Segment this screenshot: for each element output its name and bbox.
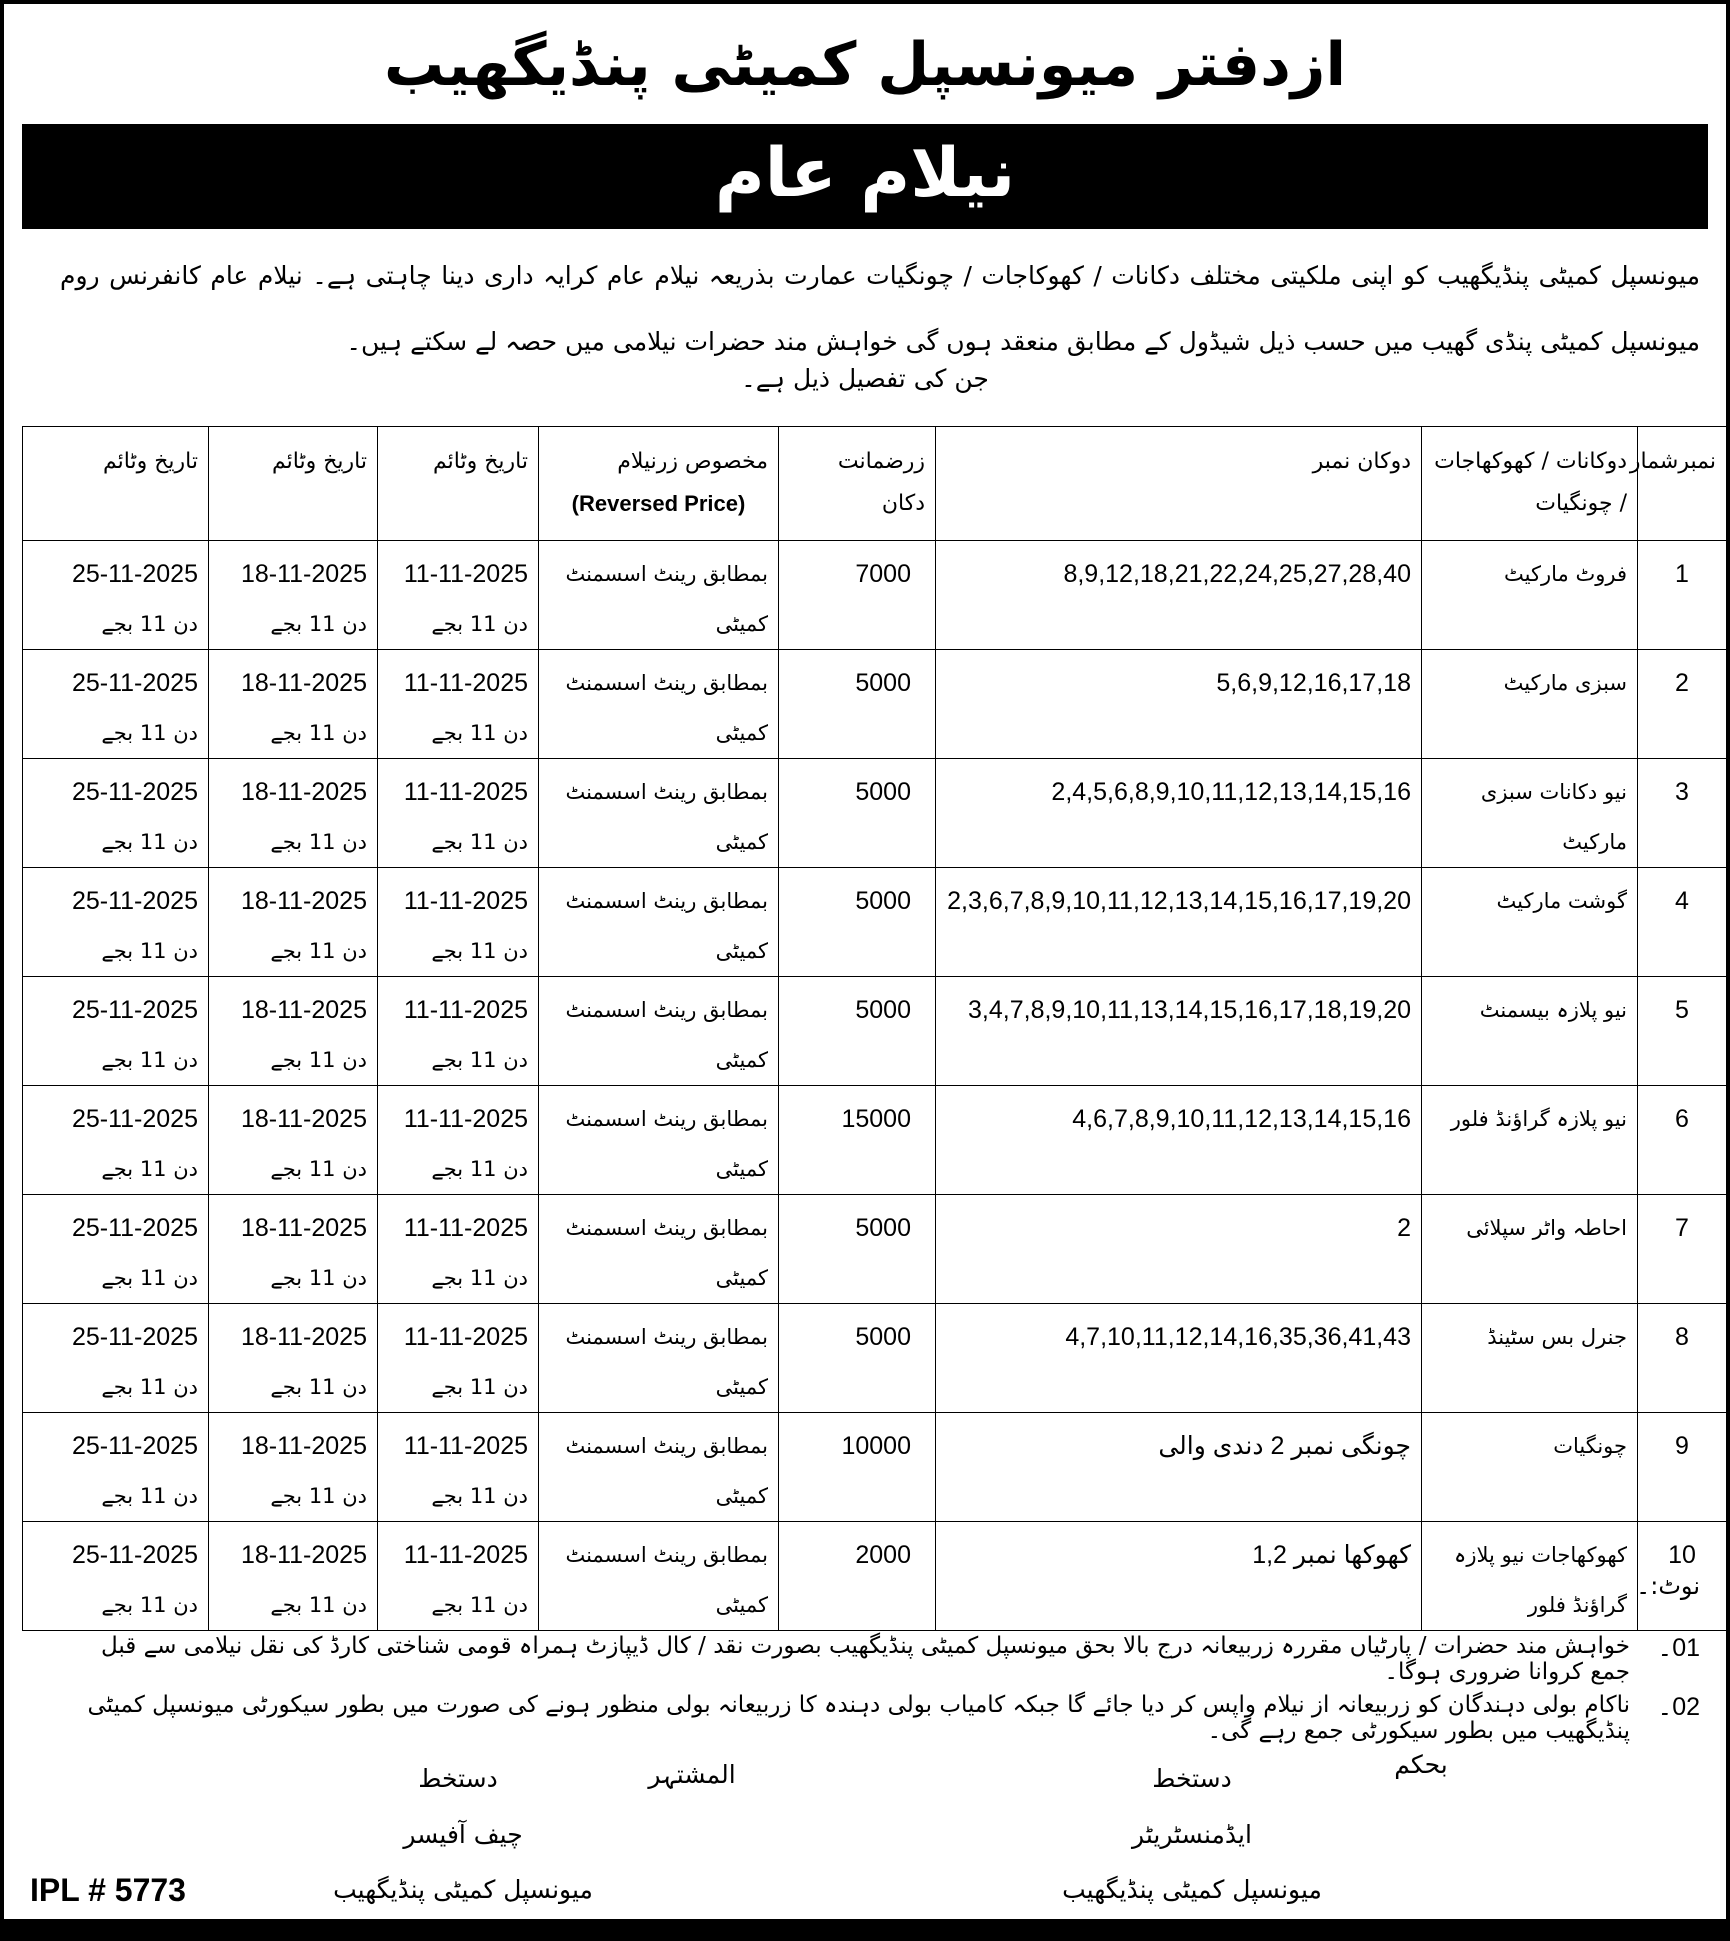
auction-schedule-table: [22, 426, 1727, 1631]
time-value: دن 11 بجے: [101, 721, 198, 745]
date-cell: [23, 977, 209, 1086]
ipl-number: IPL # 5773: [30, 1872, 186, 1908]
time-value: دن 11 بجے: [101, 830, 198, 854]
date-cell: [23, 541, 209, 650]
security-cell: 5000: [779, 650, 936, 759]
right-sign-label: دستخط: [1152, 1764, 1232, 1793]
bottom-bar: [0, 1919, 1730, 1941]
date-value: 18-11-2025: [240, 887, 367, 915]
serial-cell: 8: [1638, 1304, 1727, 1413]
left-org: میونسپل کمیٹی پنڈیگھیب: [333, 1875, 593, 1904]
time-value: دن 11 بجے: [270, 1484, 367, 1508]
location-cell: احاطہ واٹر سپلائی: [1422, 1195, 1638, 1304]
serial-cell: 4: [1638, 868, 1727, 977]
location-cell: نیو دکانات سبزی مارکیٹ: [1422, 759, 1638, 868]
security-cell: 10000: [779, 1413, 936, 1522]
time-value: دن 11 بجے: [101, 1048, 198, 1072]
security-cell: 5000: [779, 977, 936, 1086]
date-cell: [209, 1086, 378, 1195]
header-reserve-en: (Reversed Price): [571, 491, 746, 516]
date-cell: [23, 868, 209, 977]
date-cell: [209, 868, 378, 977]
time-value: دن 11 بجے: [431, 721, 528, 745]
serial-cell: 6: [1638, 1086, 1727, 1195]
table-header-row: [23, 427, 1727, 541]
date-cell: [378, 759, 539, 868]
reserve-cell: بمطابق رینٹ اسسمنٹ کمیٹی: [539, 650, 779, 759]
date-cell: [378, 1304, 539, 1413]
note-item: [80, 1692, 1700, 1744]
reserve-cell: بمطابق رینٹ اسسمنٹ کمیٹی: [539, 868, 779, 977]
serial-cell: 1: [1638, 541, 1727, 650]
date-value: 11-11-2025: [403, 669, 528, 697]
date-cell: [378, 650, 539, 759]
security-cell: 15000: [779, 1086, 936, 1195]
time-value: دن 11 بجے: [431, 1157, 528, 1181]
note-number: 01۔: [1657, 1634, 1700, 1662]
table-row: [23, 1413, 1727, 1522]
time-value: دن 11 بجے: [431, 1375, 528, 1399]
header-date3: تاریخ وٹائم: [23, 427, 209, 541]
reserve-cell: بمطابق رینٹ اسسمنٹ کمیٹی: [539, 541, 779, 650]
time-value: دن 11 بجے: [270, 830, 367, 854]
by-order-label: بحکم: [1394, 1750, 1448, 1779]
time-value: دن 11 بجے: [431, 612, 528, 636]
date-value: 25-11-2025: [71, 560, 198, 588]
location-cell: چونگیات: [1422, 1413, 1638, 1522]
date-value: 18-11-2025: [240, 560, 367, 588]
shop-numbers-cell: 2,4,5,6,8,9,10,11,12,13,14,15,16: [936, 759, 1422, 868]
time-value: دن 11 بجے: [101, 1593, 198, 1617]
date-value: 11-11-2025: [403, 560, 528, 588]
shop-numbers-cell: کھوکھا نمبر 1,2: [936, 1522, 1422, 1631]
time-value: دن 11 بجے: [101, 939, 198, 963]
date-cell: [378, 1413, 539, 1522]
date-value: 11-11-2025: [403, 778, 528, 806]
serial-cell: 7: [1638, 1195, 1727, 1304]
reserve-cell: بمطابق رینٹ اسسمنٹ کمیٹی: [539, 759, 779, 868]
security-cell: 2000: [779, 1522, 936, 1631]
time-value: دن 11 بجے: [431, 1266, 528, 1290]
serial-cell: 9: [1638, 1413, 1727, 1522]
date-cell: [23, 1304, 209, 1413]
date-value: 18-11-2025: [240, 778, 367, 806]
time-value: دن 11 بجے: [431, 830, 528, 854]
serial-cell: 2: [1638, 650, 1727, 759]
date-value: 18-11-2025: [240, 669, 367, 697]
header-reserve: [539, 427, 779, 541]
date-value: 25-11-2025: [71, 1214, 198, 1242]
date-cell: [378, 541, 539, 650]
table-row: [23, 1304, 1727, 1413]
details-subheading: جن کی تفصیل ذیل ہے۔: [741, 364, 989, 393]
table-row: [23, 1086, 1727, 1195]
shop-numbers-cell: 3,4,7,8,9,10,11,13,14,15,16,17,18,19,20: [936, 977, 1422, 1086]
security-cell: 5000: [779, 1195, 936, 1304]
time-value: دن 11 بجے: [270, 1048, 367, 1072]
header-security: زرضمانت دکان: [779, 427, 936, 541]
date-cell: [23, 1195, 209, 1304]
date-value: 11-11-2025: [403, 887, 528, 915]
date-value: 25-11-2025: [71, 669, 198, 697]
reserve-cell: بمطابق رینٹ اسسمنٹ کمیٹی: [539, 1195, 779, 1304]
time-value: دن 11 بجے: [101, 1266, 198, 1290]
table-row: [23, 541, 1727, 650]
location-cell: گوشت مارکیٹ: [1422, 868, 1638, 977]
note-number: 02۔: [1657, 1693, 1700, 1721]
security-cell: 5000: [779, 759, 936, 868]
location-cell: کھوکھاجات نیو پلازہ گراؤنڈ فلور: [1422, 1522, 1638, 1631]
shop-numbers-cell: 8,9,12,18,21,22,24,25,27,28,40: [936, 541, 1422, 650]
date-cell: [378, 868, 539, 977]
serial-cell: 3: [1638, 759, 1727, 868]
location-cell: فروٹ مارکیٹ: [1422, 541, 1638, 650]
security-cell: 5000: [779, 868, 936, 977]
date-value: 18-11-2025: [240, 1105, 367, 1133]
reserve-cell: بمطابق رینٹ اسسمنٹ کمیٹی: [539, 1413, 779, 1522]
date-value: 25-11-2025: [71, 778, 198, 806]
table-row: [23, 1195, 1727, 1304]
shop-numbers-cell: چونگی نمبر 2 دندی والی: [936, 1413, 1422, 1522]
date-cell: [378, 1086, 539, 1195]
shop-numbers-cell: 2: [936, 1195, 1422, 1304]
time-value: دن 11 بجے: [270, 1375, 367, 1399]
office-title: ازدفتر میونسپل کمیٹی پنڈیگھیب: [383, 30, 1347, 100]
right-org: میونسپل کمیٹی پنڈیگھیب: [1062, 1875, 1322, 1904]
left-sign-label: دستخط: [418, 1764, 498, 1793]
time-value: دن 11 بجے: [431, 939, 528, 963]
date-value: 11-11-2025: [403, 1432, 528, 1460]
shop-numbers-cell: 4,6,7,8,9,10,11,12,13,14,15,16: [936, 1086, 1422, 1195]
security-cell: 7000: [779, 541, 936, 650]
date-cell: [209, 650, 378, 759]
serial-cell: 5: [1638, 977, 1727, 1086]
date-value: 11-11-2025: [403, 1323, 528, 1351]
time-value: دن 11 بجے: [270, 612, 367, 636]
date-cell: [209, 759, 378, 868]
header-date2: تاریخ وٹائم: [209, 427, 378, 541]
time-value: دن 11 بجے: [431, 1593, 528, 1617]
date-value: 25-11-2025: [71, 1432, 198, 1460]
date-cell: [209, 1195, 378, 1304]
time-value: دن 11 بجے: [270, 1266, 367, 1290]
table-row: [23, 977, 1727, 1086]
auction-banner: نیلام عام: [22, 124, 1708, 229]
time-value: دن 11 بجے: [101, 1375, 198, 1399]
date-value: 11-11-2025: [403, 1541, 528, 1569]
time-value: دن 11 بجے: [101, 612, 198, 636]
date-value: 25-11-2025: [71, 996, 198, 1024]
date-value: 25-11-2025: [71, 1323, 198, 1351]
time-value: دن 11 بجے: [431, 1048, 528, 1072]
time-value: دن 11 بجے: [270, 1157, 367, 1181]
date-cell: [23, 1413, 209, 1522]
date-value: 18-11-2025: [240, 1323, 367, 1351]
date-cell: [378, 1195, 539, 1304]
date-value: 25-11-2025: [71, 1541, 198, 1569]
time-value: دن 11 بجے: [270, 1593, 367, 1617]
table-row: [23, 868, 1727, 977]
header-reserve-ur: مخصوص زرنیلام: [617, 449, 768, 474]
reserve-cell: بمطابق رینٹ اسسمنٹ کمیٹی: [539, 1304, 779, 1413]
date-value: 18-11-2025: [240, 1214, 367, 1242]
time-value: دن 11 بجے: [270, 721, 367, 745]
time-value: دن 11 بجے: [431, 1484, 528, 1508]
security-cell: 5000: [779, 1304, 936, 1413]
notes-heading: نوٹ:۔: [1636, 1572, 1700, 1600]
reserve-cell: بمطابق رینٹ اسسمنٹ کمیٹی: [539, 977, 779, 1086]
date-cell: [209, 977, 378, 1086]
location-cell: سبزی مارکیٹ: [1422, 650, 1638, 759]
date-cell: [378, 977, 539, 1086]
note-text: خواہش مند حضرات / پارٹیاں مقررہ زربیعانہ درج بالا بحق میونسپل کمیٹی پنڈیگھیب بصورت نقد / کال ڈیپازٹ ہمراہ قومی شناختی کارڈ کی نقل نیلامی سے قبل جمع کروانا ضروری ہوگا۔: [100, 1633, 1630, 1685]
shop-numbers-cell: 5,6,9,12,16,17,18: [936, 650, 1422, 759]
time-value: دن 11 بجے: [101, 1484, 198, 1508]
date-value: 18-11-2025: [240, 1541, 367, 1569]
date-value: 11-11-2025: [403, 1105, 528, 1133]
date-value: 18-11-2025: [240, 1432, 367, 1460]
header-date1: تاریخ وٹائم: [378, 427, 539, 541]
note-text: ناکام بولی دہندگان کو زربیعانہ از نیلام واپس کر دیا جائے گا جبکہ کامیاب بولی دہندہ کا زربیعانہ بولی منظور ہونے کی صورت میں بطور سیکورٹی میونسپل کمیٹی پنڈیگھیب میں بطور سیکورٹی جمع رہے گی۔: [87, 1692, 1630, 1744]
location-cell: جنرل بس سٹینڈ: [1422, 1304, 1638, 1413]
date-cell: [23, 650, 209, 759]
shop-numbers-cell: 4,7,10,11,12,14,16,35,36,41,43: [936, 1304, 1422, 1413]
note-item: [80, 1633, 1700, 1685]
date-cell: [23, 759, 209, 868]
date-value: 11-11-2025: [403, 996, 528, 1024]
date-value: 25-11-2025: [71, 1105, 198, 1133]
shop-numbers-cell: 2,3,6,7,8,9,10,11,12,13,14,15,16,17,19,20: [936, 868, 1422, 977]
header-serial: نمبرشمار: [1638, 427, 1727, 541]
intro-paragraph: میونسپل کمیٹی پنڈیگھیب کو اپنی ملکیتی مختلف دکانات / کھوکاجات / چونگیات عمارت بذریعہ نیلام عام کرایہ داری دینا چاہتی ہے۔ نیلام عام کانفرنس روم میونسپل کمیٹی پنڈی گھیب میں حسب ذیل شیڈول کے مطابق منعقد ہوں گی خواہش مند حضرات نیلامی میں حصہ لے سکتے ہیں۔: [60, 261, 1700, 356]
location-cell: نیو پلازہ گراؤنڈ فلور: [1422, 1086, 1638, 1195]
date-cell: [209, 541, 378, 650]
table-row: [23, 759, 1727, 868]
advertiser-label: المشتہر: [648, 1760, 736, 1789]
time-value: دن 11 بجے: [270, 939, 367, 963]
date-cell: [209, 1413, 378, 1522]
time-value: دن 11 بجے: [101, 1157, 198, 1181]
table-row: [23, 650, 1727, 759]
serial-cell: 10: [1638, 1522, 1727, 1631]
administrator-title: ایڈمنسٹریٹر: [1132, 1820, 1252, 1849]
reserve-cell: بمطابق رینٹ اسسمنٹ کمیٹی: [539, 1086, 779, 1195]
header-shop-no: دوکان نمبر: [936, 427, 1422, 541]
chief-officer-title: چیف آفیسر: [403, 1820, 523, 1849]
date-value: 11-11-2025: [403, 1214, 528, 1242]
location-cell: نیو پلازہ بیسمنٹ: [1422, 977, 1638, 1086]
date-cell: [209, 1304, 378, 1413]
date-cell: [23, 1086, 209, 1195]
header-shops: دوکانات / کھوکھاجات / چونگیات: [1422, 427, 1638, 541]
reserve-cell: بمطابق رینٹ اسسمنٹ کمیٹی: [539, 1522, 779, 1631]
date-value: 18-11-2025: [240, 996, 367, 1024]
date-value: 25-11-2025: [71, 887, 198, 915]
